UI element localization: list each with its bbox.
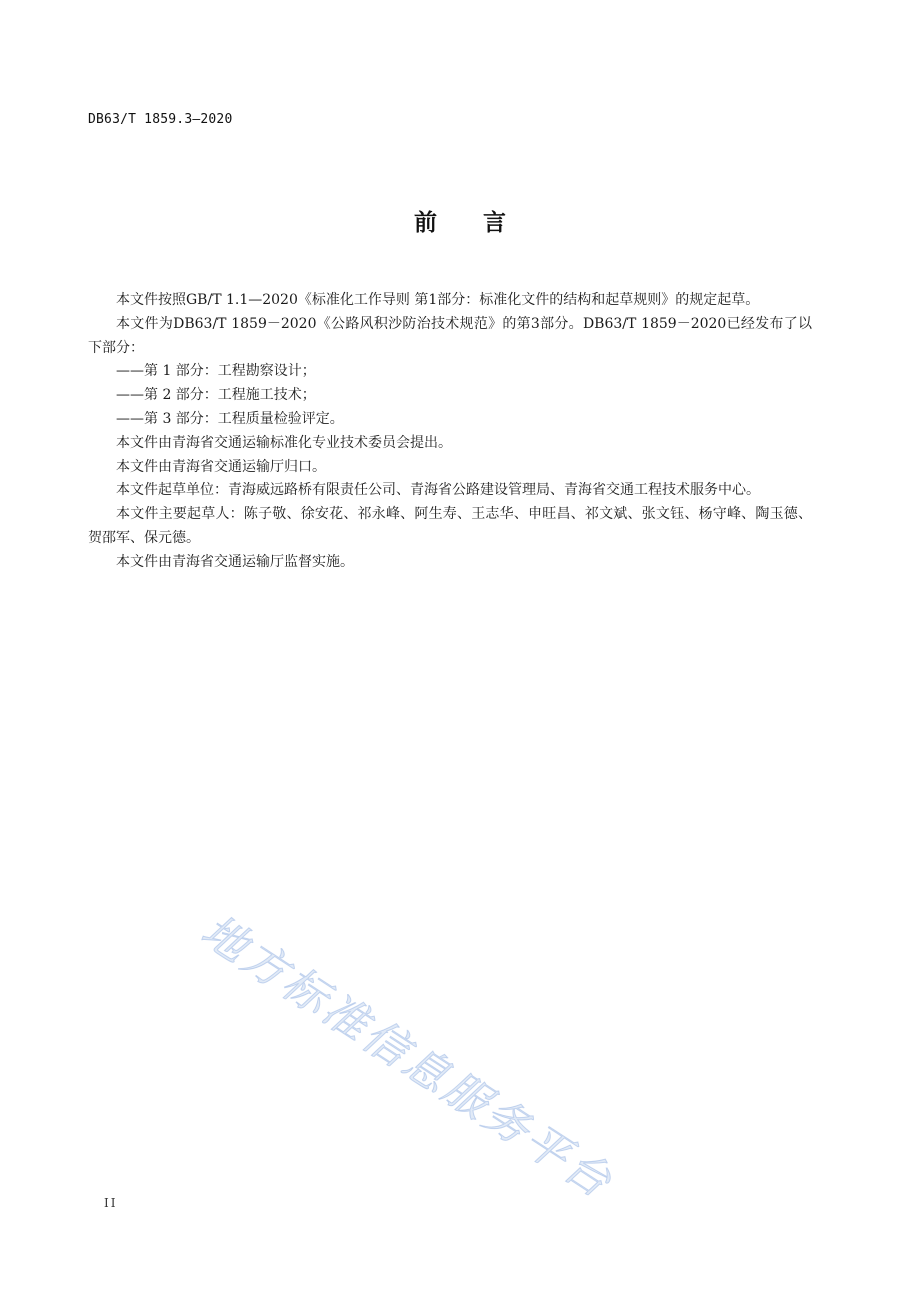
list-item-part-2: ——第 2 部分：工程施工技术； (116, 387, 316, 404)
list-item-part-3: ——第 3 部分：工程质量检验评定。 (116, 410, 344, 427)
page-title-char-1: 前 (414, 210, 437, 236)
foreword-body (88, 289, 812, 575)
document-id-header: DB63/T 1859.3—2020 (88, 112, 233, 127)
list-item-part-1: ——第 1 部分：工程勘察设计； (116, 363, 316, 380)
page-title (0, 204, 920, 237)
paragraph-series-relation: 本文件为DB63/T 1859－2020《公路风积沙防治技术规范》的第3部分。DB63/T 1859－2020已经发布了以下部分： (88, 315, 812, 356)
paragraph-drafting-units: 本文件起草单位：青海威远路桥有限责任公司、青海省公路建设管理局、青海省交通工程技术服务中心。 (116, 482, 760, 499)
paragraph-proposer: 本文件由青海省交通运输标准化专业技术委员会提出。 (116, 434, 452, 451)
watermark: 地方标准信息服务平台 (192, 905, 623, 1210)
paragraph-supervision: 本文件由青海省交通运输厅监督实施。 (116, 553, 354, 570)
page-title-char-2: 言 (483, 210, 506, 236)
paragraph-drafting-basis: 本文件按照GB/T 1.1—2020《标准化工作导则 第1部分：标准化文件的结构和起草规则》的规定起草。 (116, 292, 760, 308)
paragraph-centralized-unit: 本文件由青海省交通运输厅归口。 (116, 458, 326, 475)
paragraph-main-drafters: 本文件主要起草人：陈子敬、徐安花、祁永峰、阿生寿、王志华、申旺昌、祁文斌、张文钰、杨守峰、陶玉德、贺邵军、保元德。 (88, 506, 812, 546)
page-number: II (104, 1196, 118, 1210)
